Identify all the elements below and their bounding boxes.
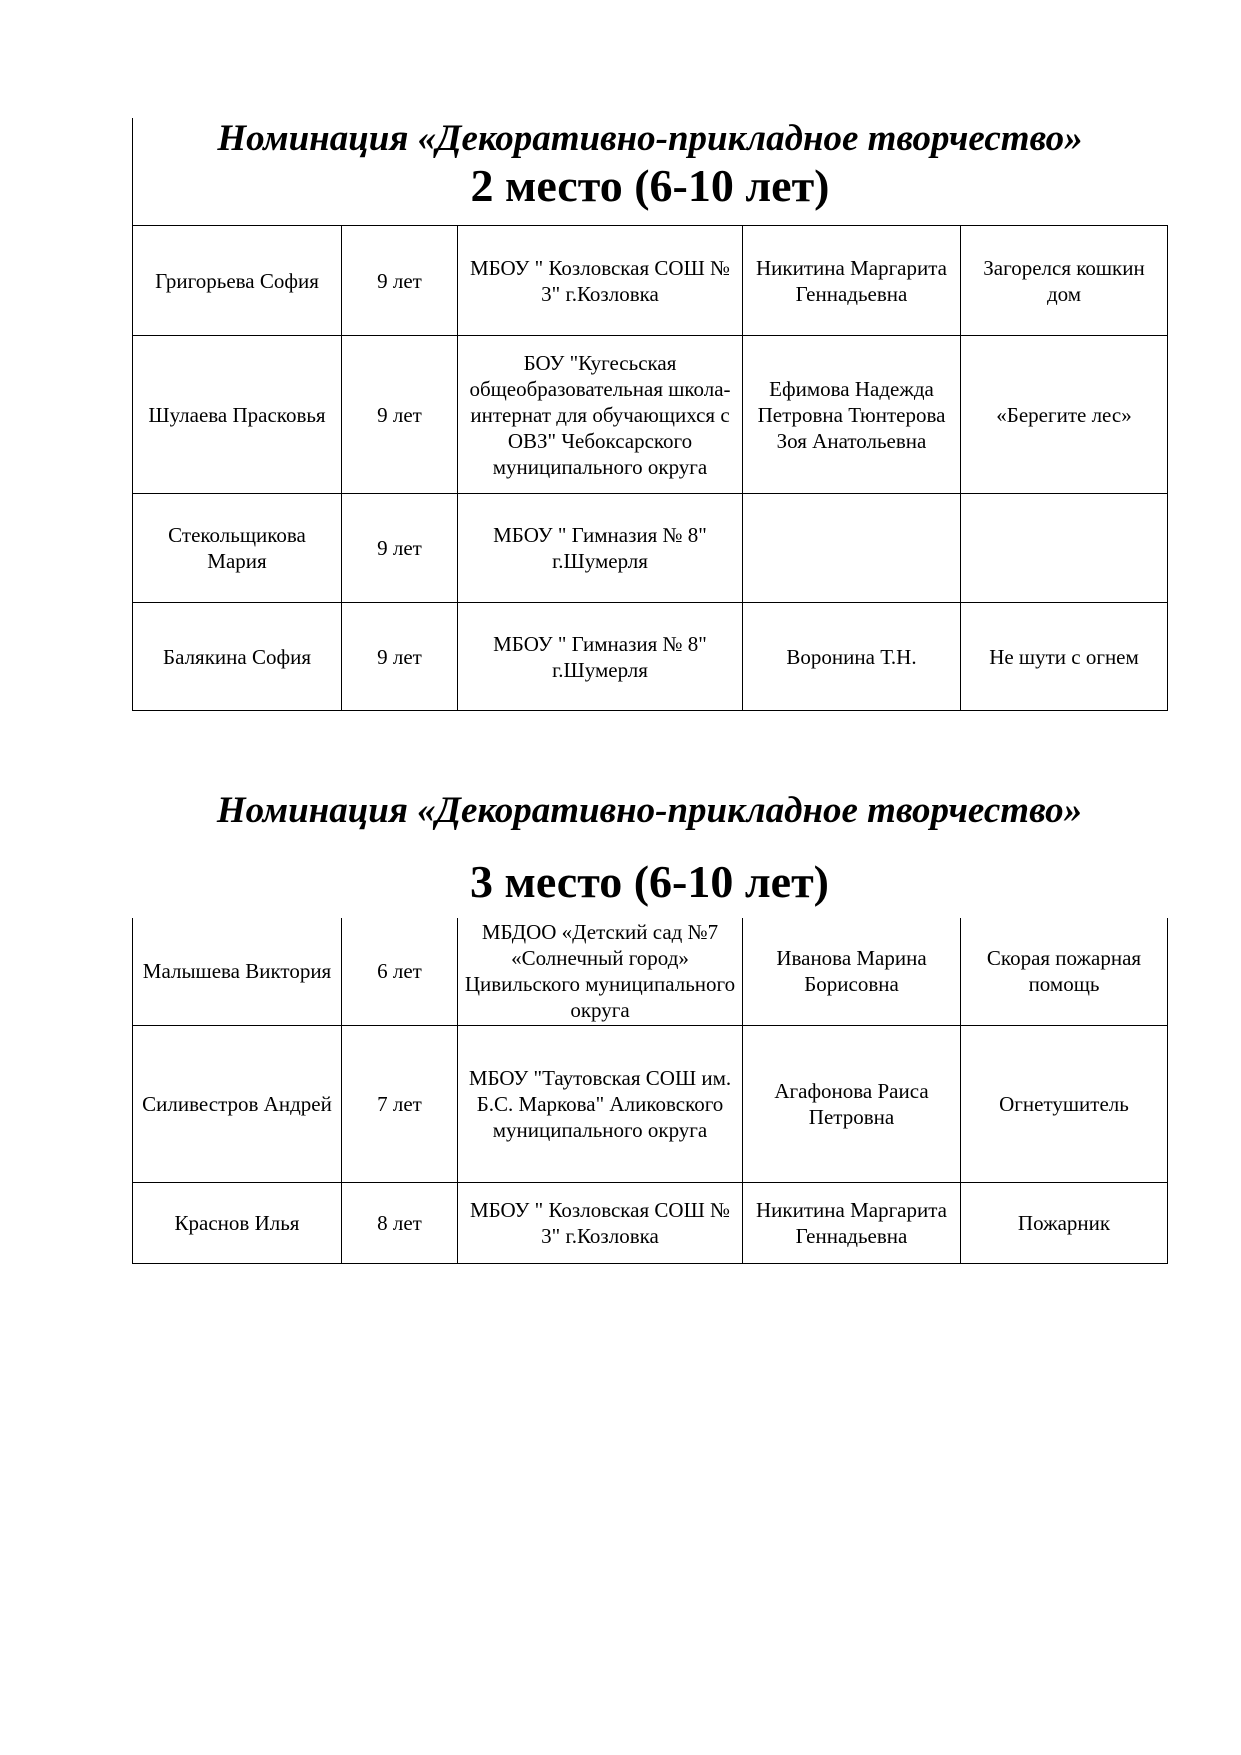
participant-name: Силивестров Андрей	[133, 1025, 342, 1182]
place-title: 3 место (6-10 лет)	[470, 856, 829, 907]
participant-work: Не шути с огнем	[961, 603, 1168, 711]
participant-age: 9 лет	[342, 336, 458, 494]
participant-school: МБОУ " Козловская СОШ № 3" г.Козловка	[458, 226, 743, 336]
participant-age: 6 лет	[342, 918, 458, 1025]
table-row	[133, 336, 1168, 494]
table-row	[133, 603, 1168, 711]
participant-work: Скорая пожарная помощь	[961, 918, 1168, 1025]
table-row	[133, 494, 1168, 603]
results-table	[132, 225, 1168, 711]
participant-school: МБОУ " Гимназия № 8" г.Шумерля	[458, 603, 743, 711]
section-header	[132, 118, 1167, 225]
participant-teacher: Ефимова Надежда Петровна Тюнтерова Зоя Анатольевна	[743, 336, 961, 494]
participant-school: МБДОО «Детский сад №7 «Солнечный город» Цивильского муниципального округа	[458, 918, 743, 1025]
participant-age: 8 лет	[342, 1182, 458, 1263]
participant-teacher: Никитина Маргарита Геннадьевна	[743, 226, 961, 336]
participant-name: Григорьева София	[133, 226, 342, 336]
participant-age: 9 лет	[342, 603, 458, 711]
section-third-place	[132, 790, 1167, 1264]
participant-name: Малышева Виктория	[133, 918, 342, 1025]
participant-name: Краснов Илья	[133, 1182, 342, 1263]
participant-name: Балякина София	[133, 603, 342, 711]
participant-work	[961, 494, 1168, 603]
participant-age: 9 лет	[342, 494, 458, 603]
table-row	[133, 918, 1168, 1025]
participant-school: БОУ "Кугесьская общеобразовательная школа-интернат для обучающихся с ОВЗ" Чебоксарского муниципального округа	[458, 336, 743, 494]
participant-work: Пожарник	[961, 1182, 1168, 1263]
participant-teacher: Иванова Марина Борисовна	[743, 918, 961, 1025]
participant-teacher: Агафонова Раиса Петровна	[743, 1025, 961, 1182]
participant-age: 7 лет	[342, 1025, 458, 1182]
results-table	[132, 918, 1168, 1264]
participant-teacher	[743, 494, 961, 603]
nomination-title: Номинация «Декоративно-прикладное творчество»	[216, 790, 1083, 831]
participant-teacher: Никитина Маргарита Геннадьевна	[743, 1182, 961, 1263]
participant-school: МБОУ " Гимназия № 8" г.Шумерля	[458, 494, 743, 603]
participant-teacher: Воронина Т.Н.	[743, 603, 961, 711]
participant-school: МБОУ " Козловская СОШ № 3" г.Козловка	[458, 1182, 743, 1263]
table-row	[133, 1025, 1168, 1182]
nomination-title: Номинация «Декоративно-прикладное творчество»	[217, 118, 1083, 159]
participant-age: 9 лет	[342, 226, 458, 336]
section-second-place	[132, 118, 1167, 711]
participant-name: Шулаева Прасковья	[133, 336, 342, 494]
participant-work: Загорелся кошкин дом	[961, 226, 1168, 336]
participant-work: «Берегите лес»	[961, 336, 1168, 494]
table-row	[133, 1182, 1168, 1263]
participant-work: Огнетушитель	[961, 1025, 1168, 1182]
participant-school: МБОУ "Таутовская СОШ им. Б.С. Маркова" Аликовского муниципального округа	[458, 1025, 743, 1182]
section-header	[132, 790, 1167, 908]
table-row	[133, 226, 1168, 336]
participant-name: Стекольщикова Мария	[133, 494, 342, 603]
place-title: 2 место (6-10 лет)	[470, 160, 830, 211]
